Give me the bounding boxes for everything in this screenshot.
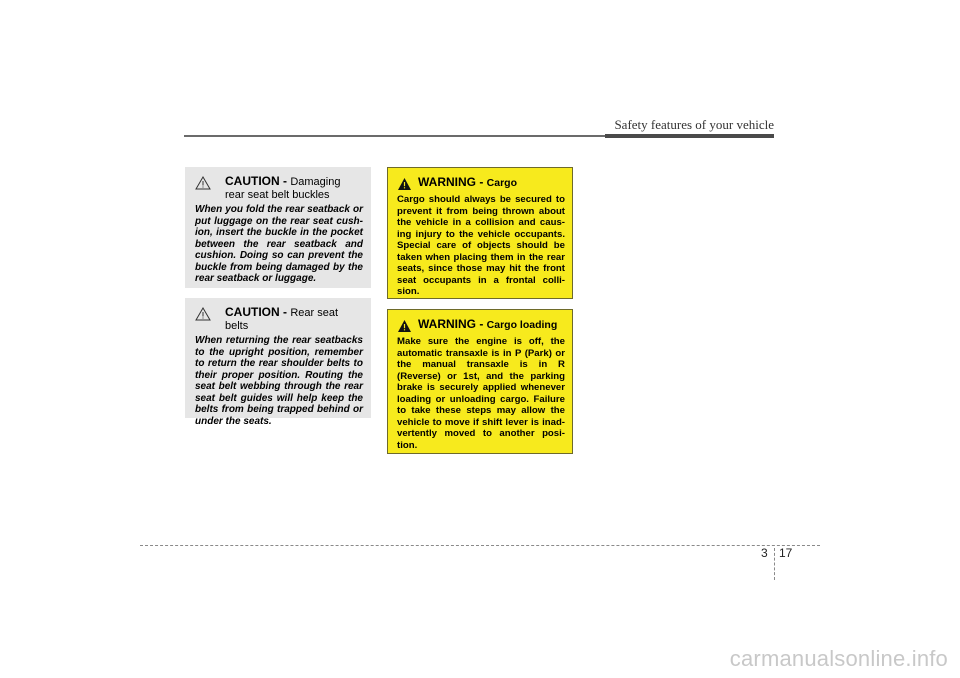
- page-chapter-number: 3: [761, 546, 768, 560]
- caution-label: CAUTION -: [225, 174, 291, 188]
- caution-triangle-icon: [195, 307, 211, 321]
- caution-triangle-icon: [195, 176, 211, 190]
- caution-heading: [195, 306, 363, 333]
- warning-label: WARNING -: [418, 175, 487, 189]
- warning-heading: [397, 318, 565, 333]
- caution-subtitle: Damaging rear seat belt buckles: [225, 176, 341, 201]
- warning-triangle-icon: [397, 177, 412, 191]
- caution-body-text: When you fold the rear seatback or put luggage on the rear seat cush-ion, insert the buckle in the pocket between the rear seatback and cushion. Doing so can prevent the buckle from being damaged by the rear seatback or luggage.: [195, 204, 363, 284]
- warning-subtitle: Cargo loading: [486, 319, 558, 331]
- warning-box-cargo: [387, 167, 573, 299]
- warning-body-text: Make sure the engine is off, the automatic transaxle is in P (Park) or the manual transaxle is in R (Reverse) or 1st, and the parking brake is securely applied whenever loading or unloading cargo. Failure to take these steps may allow the vehicle to move if shift lever is inad-vertently moved to another posi-tion.: [397, 336, 565, 451]
- warning-body-text: Cargo should always be secured to prevent it from being thrown about the vehicle in a collision and caus-ing injury to the vehicle occupants. Special care of objects should be taken when placing them in the rear seats, since those may hit the front seat occupants in a frontal colli-sion.: [397, 194, 565, 297]
- page-number: 17: [779, 546, 793, 560]
- warning-subtitle: Cargo: [486, 177, 518, 189]
- caution-box-rear-seat-belts: [185, 298, 371, 427]
- warning-heading: [397, 176, 565, 191]
- page-header-title: Safety features of your vehicle: [614, 117, 774, 132]
- caution-subtitle: Rear seat belts: [225, 307, 339, 332]
- warning-box-cargo-loading: [387, 309, 573, 454]
- warning-triangle-icon: [397, 319, 412, 333]
- footer-page-divider: [774, 548, 775, 580]
- footer-dashed-rule: [140, 545, 820, 546]
- watermark-text: carmanualsonline.info: [729, 646, 948, 671]
- caution-body-text: When returning the rear seatbacks to the upright position, remember to return the rear shoulder belts to their proper position. Routing the seat belt webbing through the rear seat belt guides will help keep the belts from being trapped behind or under the seats.: [195, 335, 363, 427]
- caution-label: CAUTION -: [225, 305, 291, 319]
- caution-heading: [195, 175, 363, 202]
- warning-label: WARNING -: [418, 317, 487, 331]
- caution-box-seat-belt-buckles: [185, 167, 371, 288]
- header-rule-accent: [605, 134, 774, 138]
